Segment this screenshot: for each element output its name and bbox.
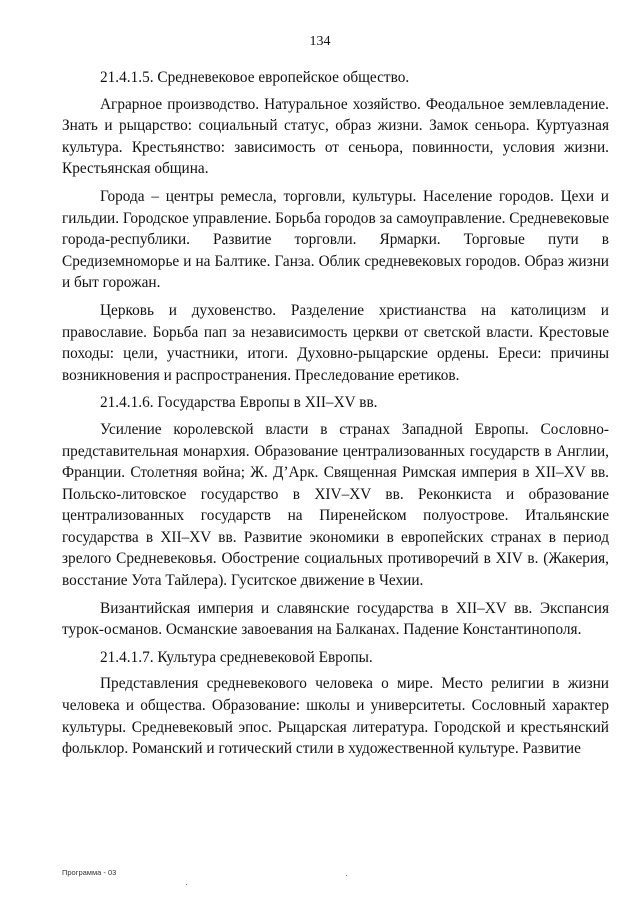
paragraph: Церковь и духовенство. Разделение христианства на католицизм и православие. Борьба пап за независимость церкви от светской власти. Крестовые походы: цели, участники, итоги. Духовно-рыцарские ордены. Ереси: причины возникновения и распространения. Преследование еретиков.: [62, 301, 609, 384]
footer-label: Программа - 03: [62, 868, 117, 877]
paragraph: Византийская империя и славянские государства в XII–XV вв. Экспансия турок-османов. Османские завоевания на Балканах. Падение Константинополя.: [62, 599, 609, 639]
scan-speck: [186, 884, 187, 885]
paragraph: Аграрное производство. Натуральное хозяйство. Феодальное землевладение. Знать и рыцарство: социальный статус, образ жизни. Замок сеньора. Куртуазная культура. Крестьянство: зависимость от сеньора, повинности, условия жизни. Крестьянская община.: [62, 95, 609, 178]
page-number: 134: [309, 34, 331, 49]
scan-speck: [346, 875, 347, 876]
page-content: [62, 64, 609, 766]
paragraph: Усиление королевской власти в странах Западной Европы. Сословно-представительная монархия. Образование централизованных государств в Англии, Франции. Столетняя война; Ж. Д’Арк. Священная Римская империя в XII–XV вв. Польско-литовское государство в XIV–XV вв. Реконкиста и образование централизованных государств на Пиренейском полуострове. Итальянские государства в XII–XV вв. Развитие экономики в европейских странах в период зрелого Средневековья. Обострение социальных противоречий в XIV в. (Жакерия, восстание Уота Тайлера). Гуситское движение в Чехии.: [62, 420, 609, 590]
paragraph: Представления средневекового человека о мире. Место религии в жизни человека и общества. Образование: школы и университеты. Сословный характер культуры. Средневековый эпос. Рыцарская литература. Городской и крестьянский фольклор. Романский и готический стили в художественной культуре. Развитие: [62, 675, 609, 758]
section-heading: 21.4.1.5. Средневековое европейское общество.: [100, 69, 410, 86]
section-heading: 21.4.1.6. Государства Европы в XII–XV вв.: [100, 394, 378, 412]
section-heading: 21.4.1.7. Культура средневековой Европы.: [100, 648, 373, 666]
paragraph: Города – центры ремесла, торговли, культуры. Население городов. Цехи и гильдии. Городское управление. Борьба городов за самоуправление. Средневековые города-республики. Развитие торговли. Ярмарки. Торговые пути в Средиземноморье и на Балтике. Ганза. Облик средневековых городов. Образ жизни и быт горожан.: [62, 187, 609, 292]
